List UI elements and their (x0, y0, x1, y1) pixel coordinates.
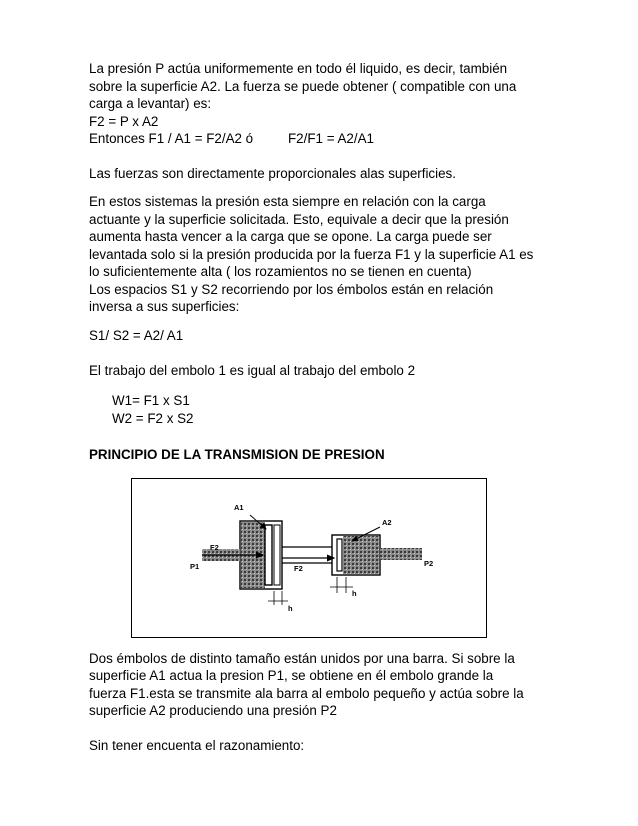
paragraph-line: Sin tener encuenta el razonamiento: (89, 738, 305, 753)
paragraph-line: En estos sistemas la presión esta siempre en relación con la carga (89, 194, 486, 209)
large-piston (265, 525, 272, 585)
paragraph-line: fuerza F1.esta se transmite ala barra al embolo pequeño y actúa sobre la (89, 686, 524, 701)
pressure-transmission-diagram (131, 478, 487, 638)
label-p2: P2 (424, 559, 434, 568)
label-f2-left: F2 (210, 543, 219, 552)
large-piston-rim (274, 525, 280, 585)
diagram-svg (132, 479, 488, 639)
paragraph-line: La presión P actúa uniformemente en todo él liquido, es decir, también (89, 61, 508, 76)
paragraph-line: aumenta hasta vencer a la carga que se opone. La carga puede ser (89, 229, 492, 244)
label-h-right: h (352, 589, 357, 598)
paragraph-line: levantada solo si la presión producida por la fuerza F1 y la superficie A1 es (89, 247, 534, 262)
paragraph-line: carga a levantar) es: (89, 96, 212, 111)
paragraph-line: actuante y la superficie solicitada. Esto, equivale a decir que la presión (89, 212, 509, 227)
formula-line: F2 = P x A2 (89, 114, 159, 129)
label-h-left: h (288, 604, 293, 613)
paragraph-line: El trabajo del embolo 1 es igual al trabajo del embolo 2 (89, 363, 416, 378)
paragraph-line: sobre la superficie A2. La fuerza se puede obtener ( compatible con una (89, 79, 517, 94)
formula-line: Entonces F1 / A1 = F2/A2 ó (89, 131, 254, 146)
paragraph-line: Las fuerzas son directamente proporcionales alas superficies. (89, 166, 456, 181)
formula-line: W2 = F2 x S2 (112, 411, 194, 426)
small-piston (337, 539, 342, 571)
label-f2-mid: F2 (294, 564, 303, 573)
label-a2: A2 (382, 518, 392, 527)
formula-line: W1= F1 x S1 (112, 393, 190, 408)
paragraph-line: lo suficientemente alta ( los rozamientos no se tienen en cuenta) (89, 264, 472, 279)
paragraph-line: inversa a sus superficies: (89, 299, 240, 314)
outlet-pipe (380, 548, 422, 560)
label-p1: P1 (190, 562, 200, 571)
label-a1: A1 (234, 503, 244, 512)
paragraph-line: Dos émbolos de distinto tamaño están unidos por una barra. Si sobre la (89, 651, 515, 666)
section-heading: PRINCIPIO DE LA TRANSMISION DE PRESION (89, 447, 385, 462)
formula-line: F2/F1 = A2/A1 (288, 131, 374, 146)
paragraph-line: superficie A2 produciendo una presión P2 (89, 703, 337, 718)
formula-line: S1/ S2 = A2/ A1 (89, 328, 184, 343)
paragraph-line: Los espacios S1 y S2 recorriendo por los émbolos están en relación (89, 282, 494, 297)
paragraph-line: superficie A1 actua la presion P1, se obtiene en él embolo grande la (89, 668, 494, 683)
liquid-p2 (343, 536, 379, 574)
